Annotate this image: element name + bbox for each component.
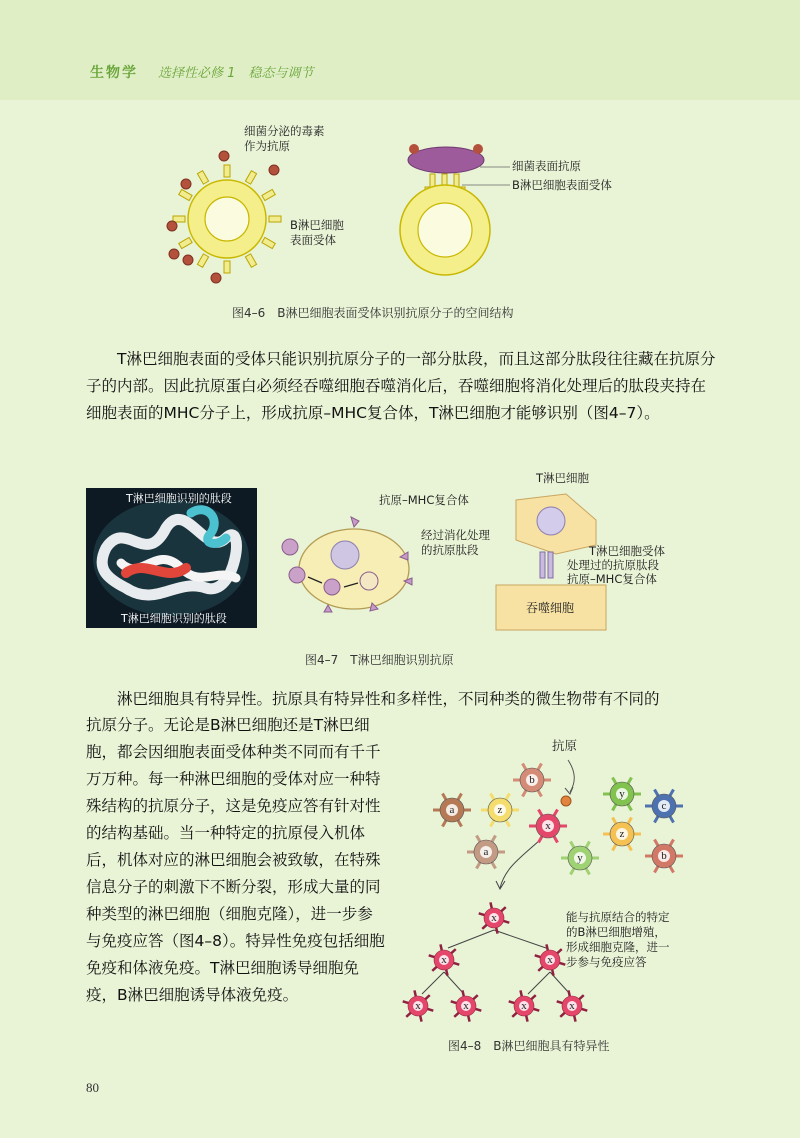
- svg-text:c: c: [661, 800, 667, 812]
- label-bcell-surface-receptor: B淋巴细胞表面受体: [512, 178, 612, 192]
- receptor-mark: [173, 216, 185, 222]
- label-tcell-receptor: T淋巴细胞受体: [589, 544, 666, 558]
- figure-4-8-caption: 图4–8 B淋巴细胞具有特异性: [448, 1039, 610, 1053]
- svg-text:y: y: [619, 788, 625, 800]
- label-mhc-complex: 抗原–MHC复合体: [379, 493, 469, 507]
- toxin-antigen-mark: [211, 273, 221, 283]
- svg-text:z: z: [619, 828, 625, 840]
- fig46-bacterium-bcell: [400, 135, 510, 285]
- svg-text:x: x: [545, 820, 551, 832]
- fig46-bcell-with-toxins: [168, 150, 298, 290]
- lymphocyte-cell: [467, 836, 505, 869]
- svg-text:x: x: [569, 1000, 575, 1012]
- paragraph-2-line-1: 淋巴细胞具有特异性。抗原具有特异性和多样性，不同种类的微生物带有不同的: [117, 690, 660, 708]
- photo-label-bottom: T淋巴细胞识别的肽段: [121, 612, 227, 625]
- receptor-mark: [179, 237, 192, 248]
- paragraph-1: T淋巴细胞表面的受体只能识别抗原分子的一部分肽段，而且这部分肽段往往藏在抗原分子的内部。因此抗原蛋白必须经吞噬细胞吞噬消化后，吞噬细胞将消化处理后的肽段夹持在细胞表面的MHC分子上，形成抗原–MHC复合体，T淋巴细胞才能够识别（图4–7）。: [86, 350, 716, 422]
- label-processed-peptide: 处理过的抗原肽段: [567, 558, 659, 572]
- toxin-antigen-mark: [269, 165, 279, 175]
- phagocyte-processing-diagram: [272, 515, 422, 615]
- page-header: [0, 0, 800, 100]
- receptor-mark: [262, 237, 275, 248]
- lymphocyte-cell: [561, 842, 599, 875]
- svg-text:x: x: [463, 1000, 469, 1012]
- lymphocyte-cell: [645, 790, 683, 823]
- label-toxin-antigen: 细菌分泌的毒素 作为抗原: [244, 124, 325, 153]
- svg-text:y: y: [577, 852, 583, 864]
- receptor-mark: [197, 171, 208, 184]
- header-subject: 生物学: [90, 65, 138, 81]
- receptor-mark: [224, 261, 230, 273]
- svg-text:x: x: [547, 954, 553, 966]
- toxin-antigen-mark: [181, 179, 191, 189]
- svg-text:x: x: [491, 912, 497, 924]
- clone-cell: [479, 902, 510, 933]
- label-mhc-complex-2: 抗原–MHC复合体: [567, 572, 657, 586]
- receptor-mark: [262, 189, 275, 200]
- figure-4-7-caption: 图4–7 T淋巴细胞识别抗原: [305, 653, 454, 667]
- lymphocyte-specificity-diagram: [400, 748, 720, 1028]
- svg-text:a: a: [483, 846, 489, 858]
- clone-cell: [557, 990, 588, 1021]
- paragraph-2-body: 抗原分子。无论是B淋巴细胞还是T淋巴细胞，都会因细胞表面受体种类不同而有千千万万种。每一种淋巴细胞的受体对应一种特殊结构的抗原分子，这是免疫应答有针对性的结构基础。当一种特定的抗原侵入机体后，机体对应的淋巴细胞会被致敏，在特殊信息分子的刺激下不断分裂，形成大量的同种类型的淋巴细胞（细胞克隆），进一步参与免疫应答（图4–8）。特异性免疫包括细胞免疫和体液免疫。T淋巴细胞诱导细胞免疫，B淋巴细胞诱导体液免疫。: [86, 716, 385, 1004]
- receptor-mark: [245, 171, 256, 184]
- header-book-title: 选择性必修 1 稳态与调节: [158, 66, 314, 81]
- clone-cell: [535, 944, 566, 975]
- receptor-mark: [179, 189, 192, 200]
- receptor-mark: [245, 254, 256, 267]
- toxin-antigen-mark: [167, 221, 177, 231]
- peptide-photo: [86, 488, 257, 628]
- clone-cell: [403, 990, 434, 1021]
- label-tcell: T淋巴细胞: [536, 471, 590, 485]
- figure-4-6-caption: 图4–6 B淋巴细胞表面受体识别抗原分子的空间结构: [232, 306, 514, 320]
- clone-cell: [509, 990, 540, 1021]
- receptor-mark: [224, 165, 230, 177]
- svg-text:x: x: [441, 954, 447, 966]
- svg-text:b: b: [661, 850, 667, 862]
- lymphocyte-cell: [603, 818, 641, 851]
- lymphocyte-cell: [603, 778, 641, 811]
- label-clone-expansion: 能与抗原结合的特定 的B淋巴细胞增殖， 形成细胞克隆，进一 步参与免疫应答: [566, 910, 670, 969]
- label-antigen: 抗原: [552, 738, 578, 753]
- receptor-mark: [197, 254, 208, 267]
- label-digested-peptide: 经过消化处理 的抗原肽段: [421, 528, 490, 557]
- label-bacterial-surface-antigen: 细菌表面抗原: [512, 159, 581, 173]
- lymphocyte-cell: [529, 810, 567, 843]
- clone-cell: [451, 990, 482, 1021]
- svg-text:b: b: [529, 774, 535, 786]
- toxin-antigen-mark: [169, 249, 179, 259]
- lymphocyte-cell: [433, 794, 471, 827]
- svg-text:x: x: [521, 1000, 527, 1012]
- toxin-antigen-mark: [183, 255, 193, 265]
- label-bcell-receptor: B淋巴细胞 表面受体: [290, 218, 344, 247]
- lymphocyte-cell: [481, 794, 519, 827]
- clone-cell: [429, 944, 460, 975]
- toxin-antigen-mark: [219, 151, 229, 161]
- lymphocyte-cell: [513, 764, 551, 797]
- receptor-mark: [269, 216, 281, 222]
- svg-text:z: z: [497, 804, 503, 816]
- page-number: 80: [86, 1080, 99, 1095]
- photo-label-top: T淋巴细胞识别的肽段: [126, 492, 232, 505]
- svg-text:x: x: [415, 1000, 421, 1012]
- svg-text:a: a: [449, 804, 455, 816]
- lymphocyte-cell: [645, 840, 683, 873]
- label-phagocyte: 吞噬细胞: [526, 601, 575, 615]
